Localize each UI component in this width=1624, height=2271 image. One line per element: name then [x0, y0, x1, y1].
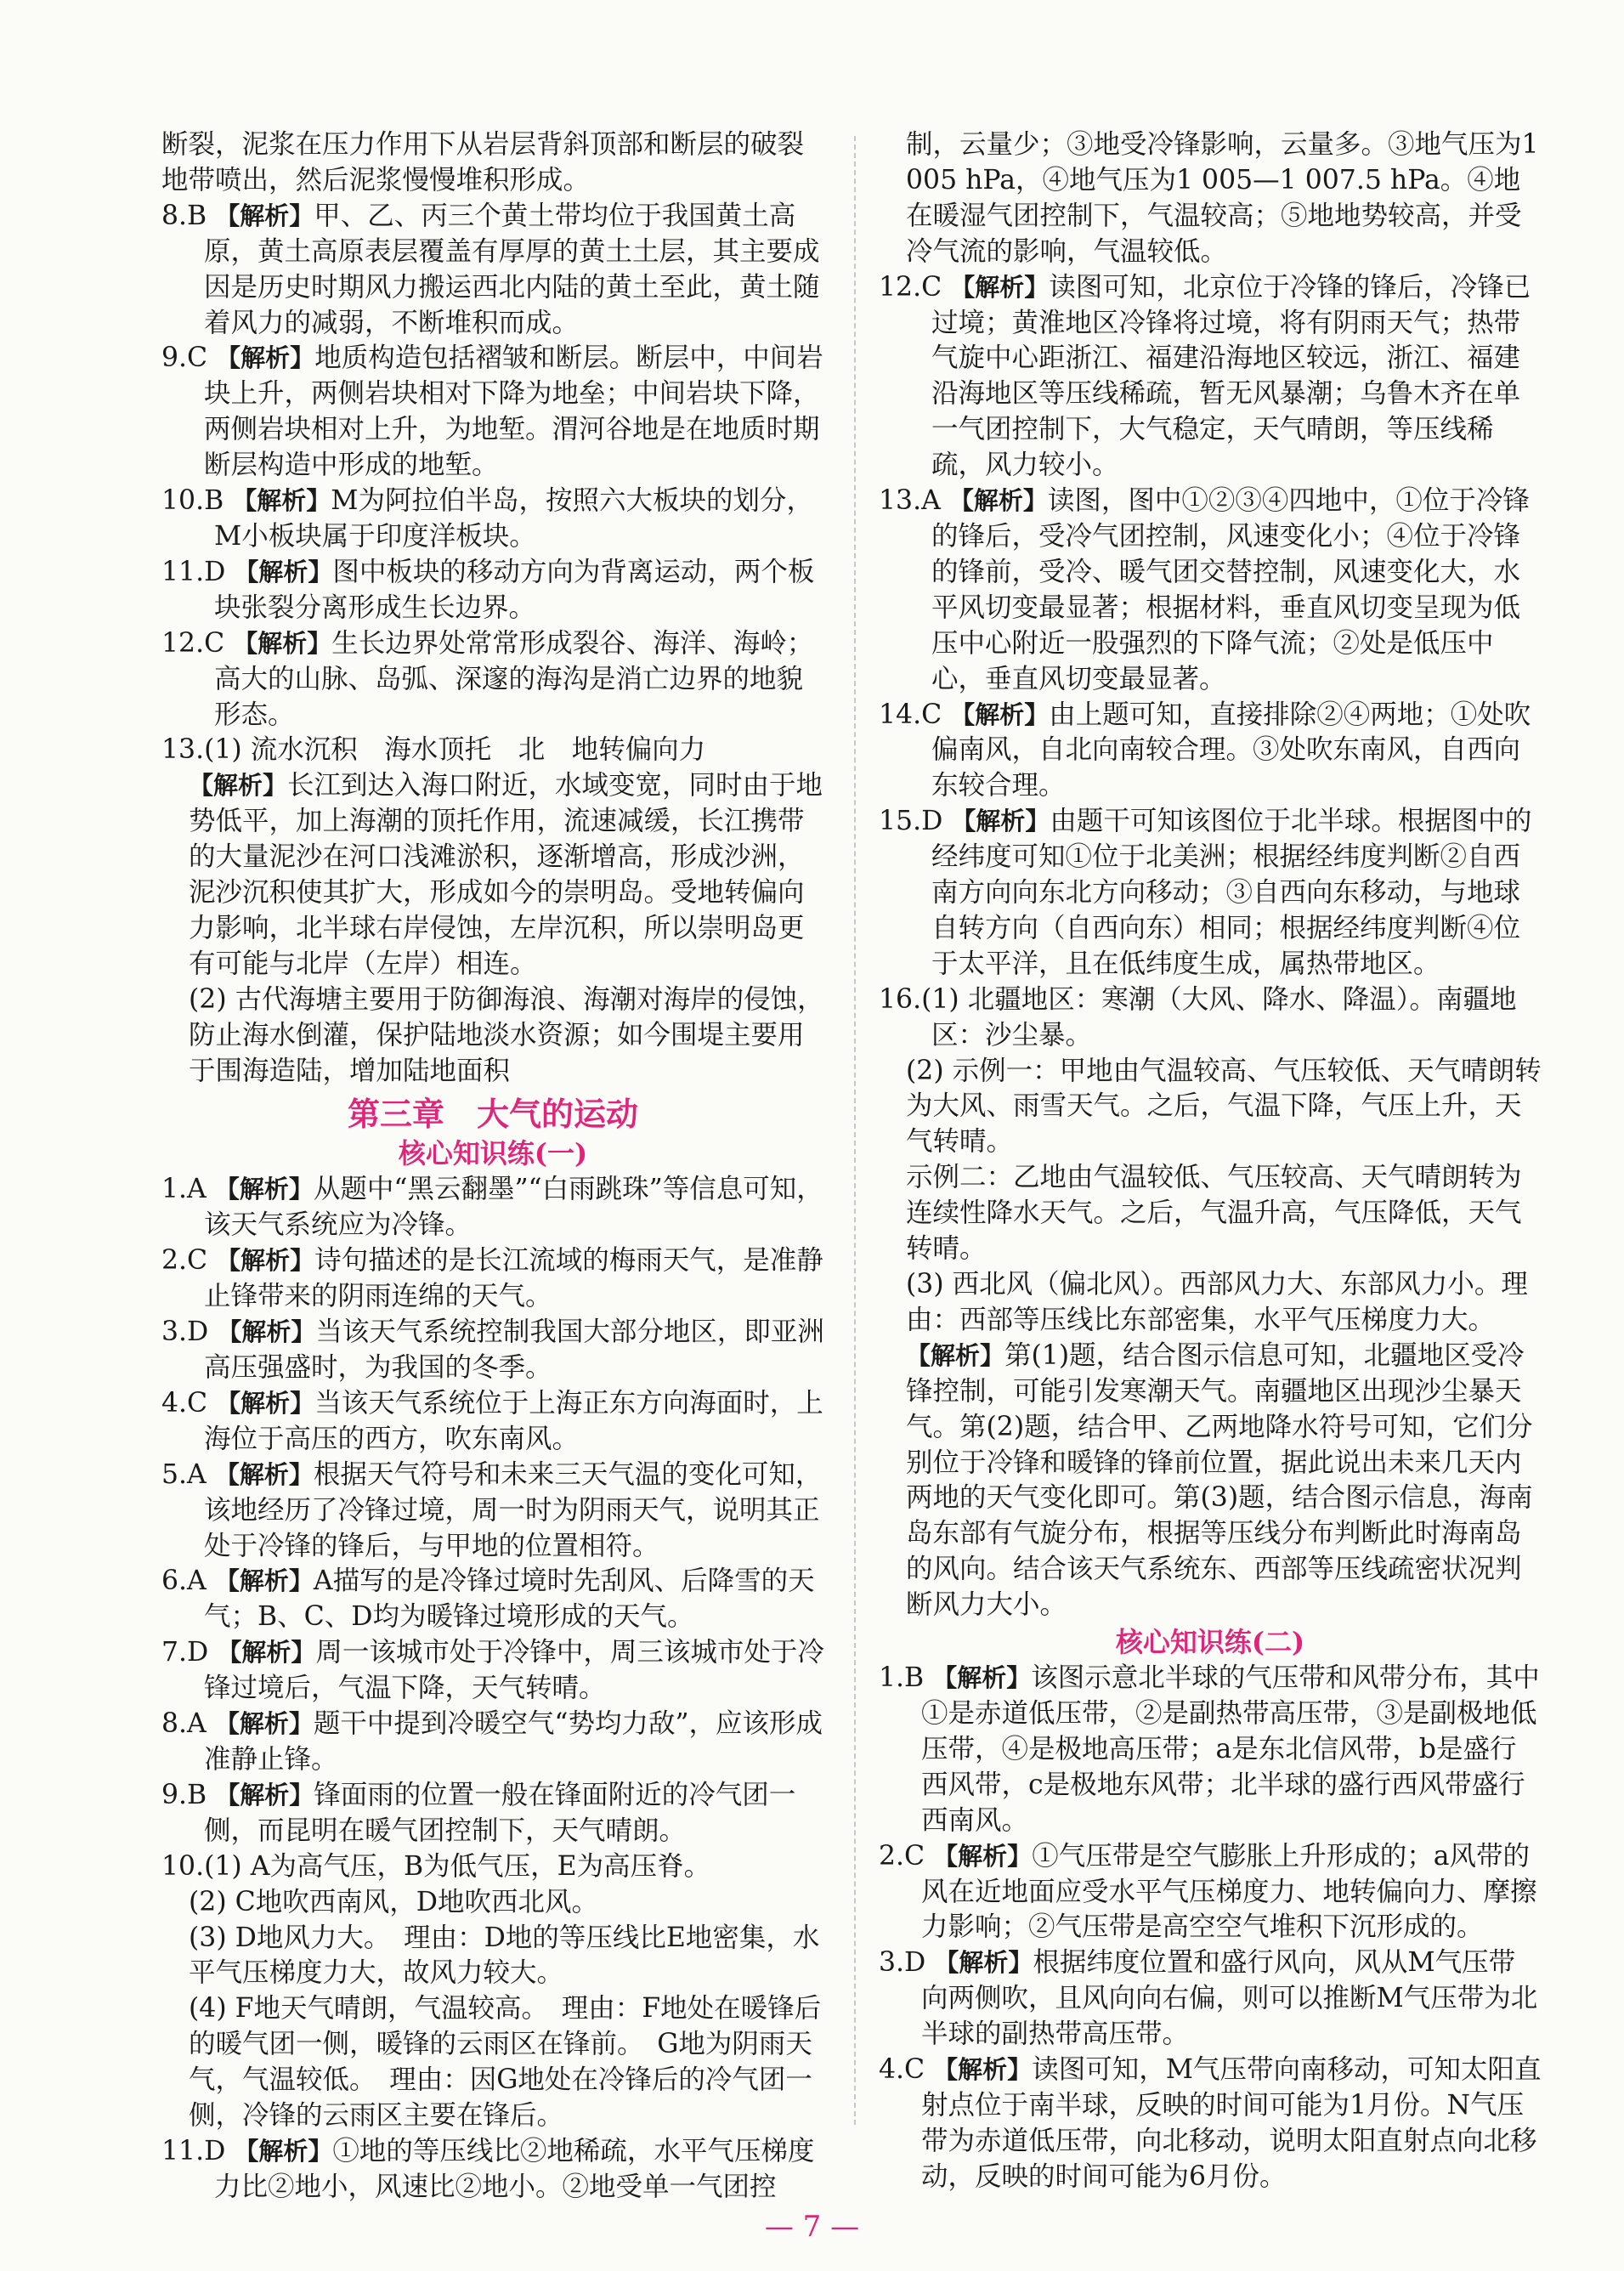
s1-item-16-part2: (2) 示例一：甲地由气温较高、气压较低、天气晴朗转为大风、雨雪天气。之后，气温下降，气压上升，天气转晴。 [906, 1055, 1542, 1158]
s2-item-3: 3.D 【解析】根据纬度位置和盛行风向，风从M气压带向两侧吹，且风向向右偏，则可以推断M气压带为北半球的副热带高压带。 [879, 1947, 1538, 2050]
s1-item-15: 15.D 【解析】由题干可知该图位于北半球。根据图中的经纬度可知①位于北美洲；根据经纬度判断②自西南方向向东北方向移动；③自西向东移动，与地球自转方向（自西向东）相同；根据经纬度判断④位于太平洋，且在低纬度生成，属热带地区。 [879, 806, 1532, 979]
s1-item-3: 3.D 【解析】当该天气系统控制我国大部分地区，即亚洲高压强盛时，为我国的冬季。 [161, 1317, 824, 1383]
answer-13-analysis: 【解析】长江到达入海口附近，水域变宽，同时由于地势低平，加上海潮的顶托作用，流速减缓，长江携带的大量泥沙在河口浅滩淤积，逐渐增高，形成沙洲，泥沙沉积使其扩大，形成如今的崇明岛。受地转偏向力影响，北半球右岸侵蚀，左岸沉积，所以崇明岛更有可能与北岸（左岸）相连。 [189, 770, 823, 979]
answer-item-10: 10.B 【解析】M为阿拉伯半岛，按照六大板块的划分，M小板块属于印度洋板块。 [161, 485, 814, 552]
s2-item-2: 2.C 【解析】①气压带是空气膨胀上升形成的；a风带的风在近地面应受水平气压梯度力、地转偏向力、摩擦力影响；②气压带是高空空气堆积下沉形成的。 [879, 1840, 1537, 1943]
s2-item-1: 1.B 【解析】该图示意北半球的气压带和风带分布，其中①是赤道低压带，②是副热带高压带，③是副极地低压带，④是极地高压带；a是东北信风带，b是盛行西风带，c是极地东风带；北半球的盛行西风带盛行西南风。 [879, 1662, 1540, 1836]
answer-item-12: 12.C 【解析】生长边界处常常形成裂谷、海洋、海岭；高大的山脉、岛弧、深邃的海沟是消亡边界的地貌形态。 [161, 627, 814, 730]
s1-item-14: 14.C 【解析】由上题可知，直接排除②④两地；①处吹偏南风，自北向南较合理。③处吹东南风，自西向东较合理。 [879, 699, 1531, 801]
right-column [879, 127, 1542, 2195]
s1-item-12: 12.C 【解析】读图可知，北京位于冷锋的锋后，冷锋已过境；黄淮地区冷锋将过境，将有阴雨天气；热带气旋中心距浙江、福建沿海地区较远，浙江、福建沿海地区等压线稀疏，暂无风暴潮；乌鲁木齐在单一气团控制下，大气稳定，天气晴朗，等压线稀疏，风力较小。 [879, 271, 1531, 481]
s1-item-4: 4.C 【解析】当该天气系统位于上海正东方向海面时，上海位于高压的西方，吹东南风。 [161, 1387, 823, 1454]
s1-item-7: 7.D 【解析】周一该城市处于冷锋中，周三该城市处于冷锋过境后，气温下降，天气转晴。 [161, 1637, 824, 1704]
s1-item-6: 6.A 【解析】A描写的是冷锋过境时先刮风、后降雪的天气；B、C、D均为暖锋过境形成的天气。 [161, 1566, 815, 1633]
s1-item-8: 8.A 【解析】题干中提到冷暖空气“势均力敌”，应该形成准静止锋。 [161, 1708, 823, 1775]
s1-item-10-part3: (3) D地风力大。 理由：D地的等压线比E地密集，水平气压梯度力大，故风力较大。 [189, 1922, 820, 1989]
answer-13-part2: (2) 古代海塘主要用于防御海浪、海潮对海岸的侵蚀，防止海水倒灌，保护陆地淡水资源；如今围堤主要用于围海造陆，增加陆地面积 [189, 983, 824, 1086]
column-divider [854, 136, 856, 2125]
s1-item-16-analysis: 【解析】第(1)题，结合图示信息可知，北疆地区受冷锋控制，可能引发寒潮天气。南疆地区出现沙尘暴天气。第(2)题，结合甲、乙两地降水符号可知，它们分别位于冷锋和暖锋的锋前位置，据此说出未来几天内两地的天气变化即可。第(3)题，结合图示信息，海南岛东部有气旋分布，根据等压线分布判断此时海南岛的风向。结合该天气系统东、西部等压线疏密状况判断风力大小。 [906, 1339, 1533, 1621]
s1-item-16-example2: 示例二：乙地由气温较低、气压较高、天气晴朗转为连续性降水天气。之后，气温升高，气压降低，天气转晴。 [906, 1162, 1522, 1265]
s1-item-16-part3: (3) 西北风（偏北风）。西部风力大、东部风力小。理由：西部等压线比东部密集，水平气压梯度力大。 [906, 1269, 1528, 1335]
left-lead-paragraph: 断裂，泥浆在压力作用下从岩层背斜顶部和断层的破裂地带喷出，然后泥浆慢慢堆积形成。 [161, 129, 805, 195]
right-lead-paragraph: 制，云量少；③地受冷锋影响，云量多。③地气压为1 005 hPa，④地气压为1 005—1 007.5 hPa。④地在暖湿气团控制下，气温较高；⑤地地势较高，并受冷气流的影响，气温较低。 [906, 129, 1539, 267]
s1-item-1: 1.A 【解析】从题中“黑云翻墨”“白雨跳珠”等信息可知，该天气系统应为冷锋。 [161, 1174, 823, 1241]
section-title-2: 核心知识练(二) [1115, 1626, 1305, 1659]
s1-item-11: 11.D 【解析】①地的等压线比②地稀疏，水平气压梯度力比②地小，风速比②地小。②地受单一气团控 [161, 2135, 815, 2202]
s1-item-9: 9.B 【解析】锋面雨的位置一般在锋面附近的冷气团一侧，而昆明在暖气团控制下，天气晴朗。 [161, 1779, 796, 1846]
s1-item-2: 2.C 【解析】诗句描述的是长江流域的梅雨天气，是准静止锋带来的阴雨连绵的天气。 [161, 1245, 823, 1312]
left-column [161, 127, 824, 2206]
answer-item-8: 8.B 【解析】甲、乙、丙三个黄土带均位于我国黄土高原，黄土高原表层覆盖有厚厚的黄土土层，其主要成因是历史时期风力搬运西北内陆的黄土至此，黄土随着风力的减弱，不断堆积而成。 [161, 200, 820, 338]
answer-item-13: 13.(1) 流水沉积 海水顶托 北 地转偏向力 [161, 734, 706, 766]
s2-item-4: 4.C 【解析】读图可知，M气压带向南移动，可知太阳直射点位于南半球，反映的时间可能为1月份。N气压带为赤道低压带，向北移动，说明太阳直射点向北移动，反映的时间可能为6月份。 [879, 2054, 1542, 2192]
s1-item-13: 13.A 【解析】读图，图中①②③④四地中，①位于冷锋的锋后，受冷气团控制，风速变化小；④位于冷锋的锋前，受冷、暖气团交替控制，风速变化大，水平风切变最显著；根据材料，垂直风切变呈现为低压中心附近一股强烈的下降气流；②处是低压中心，垂直风切变最显著。 [879, 485, 1530, 694]
section-title-1: 核心知识练(一) [398, 1137, 588, 1170]
chapter-title: 第三章 大气的运动 [347, 1095, 638, 1134]
page-number: — 7 — [764, 2210, 860, 2244]
s1-item-10-part2: (2) C地吹西南风，D地吹西北风。 [189, 1886, 598, 1917]
answer-item-11: 11.D 【解析】图中板块的移动方向为背离运动，两个板块张裂分离形成生长边界。 [161, 556, 815, 623]
s1-item-10-part4: (4) F地天气晴朗，气温较高。 理由：F地处在暖锋后的暖气团一侧，暖锋的云雨区在锋前。 G地为阴雨天气，气温较低。 理由：因G地处在冷锋后的冷气团一侧，冷锋的云雨区主要在锋后。 [189, 1993, 822, 2132]
s1-item-10: 10.(1) A为高气压，B为低气压，E为高压脊。 [161, 1850, 711, 1882]
s1-item-5: 5.A 【解析】根据天气符号和未来三天气温的变化可知，该地经历了冷锋过境，周一时为阴雨天气，说明其正处于冷锋的锋后，与甲地的位置相符。 [161, 1458, 823, 1561]
s1-item-16: 16.(1) 北疆地区：寒潮（大风、降水、降温）。南疆地区：沙尘暴。 [879, 983, 1517, 1051]
answer-item-9: 9.C 【解析】地质构造包括褶皱和断层。断层中，中间岩块上升，两侧岩块相对下降为地垒；中间岩块下降，两侧岩块相对上升，为地堑。渭河谷地是在地质时期断层构造中形成的地堑。 [161, 343, 823, 481]
